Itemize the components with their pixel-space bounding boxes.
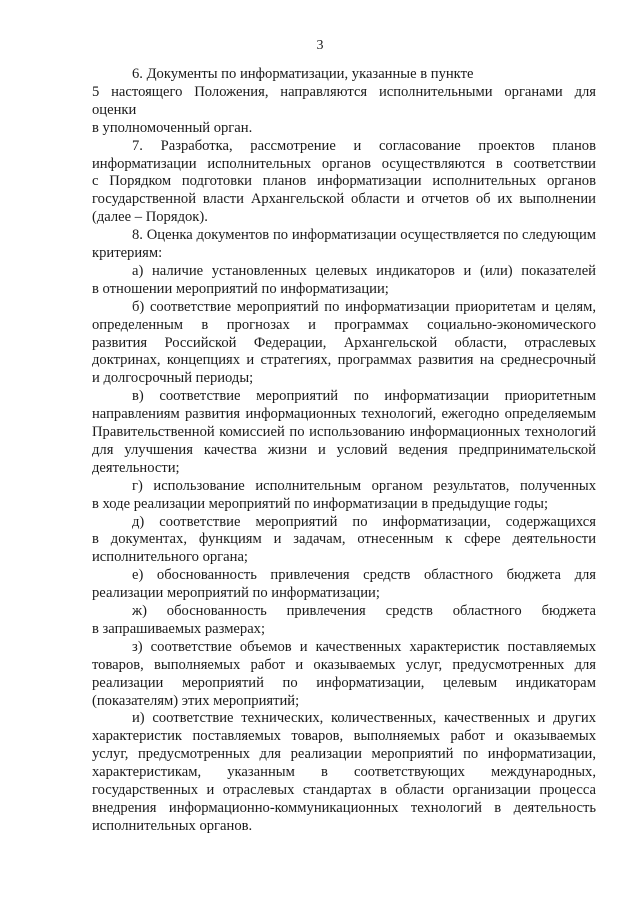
text-line: для улучшения качества жизни и условий ведения предпринимательской — [92, 441, 596, 458]
text-line: 7. Разработка, рассмотрение и согласование проектов планов — [132, 137, 596, 154]
text-line: с Порядком подготовки планов информатизации исполнительных органов — [92, 173, 596, 190]
text-line: оценки — [92, 101, 137, 118]
text-line: ж) обоснованность привлечения средств областного бюджета — [132, 603, 596, 619]
text-line: доктринах, концепциях и стратегиях, программах развития на среднесрочный — [92, 352, 596, 369]
text-line: в запрашиваемых размерах; — [92, 620, 266, 637]
text-line: 8. Оценка документов по информатизации осуществляется по следующим — [132, 227, 596, 244]
text-line: государственной власти Архангельской области и отчетов об их выполнении — [92, 191, 596, 208]
text-line: развития Российской Федерации, Архангельской области, отраслевых — [92, 334, 596, 351]
text-line: государственных и отраслевых стандартах в области организации процесса — [92, 782, 596, 798]
text-line: услуг, предусмотренных для реализации мероприятий по информатизации, — [92, 746, 596, 763]
text-line: з) соответствие объемов и качественных характеристик поставляемых — [132, 638, 596, 655]
text-line: (показателям) этих мероприятий; — [92, 692, 300, 709]
text-line: определенным в прогнозах и программах социально-экономического — [92, 316, 596, 333]
text-line: г) использование исполнительным органом результатов, полученных — [132, 477, 596, 494]
text-line: в отношении мероприятий по информатизации; — [92, 280, 389, 297]
text-line: товаров, выполняемых работ и оказываемых услуг, предусмотренных для — [92, 656, 596, 673]
text-line: в документах, функциям и задачам, отнесенным к сфере деятельности — [92, 531, 596, 548]
text-line: Правительственной комиссией по использованию информационных технологий — [92, 424, 596, 440]
text-line: е) обоснованность привлечения средств областного бюджета для — [132, 567, 596, 584]
text-line: реализации мероприятий по информатизации; — [92, 585, 380, 602]
text-line: а) наличие установленных целевых индикаторов и (или) показателей — [132, 262, 596, 279]
text-line: 5 настоящего Положения, направляются исполнительными органами для — [92, 83, 596, 100]
text-line: реализации мероприятий по информатизации, целевым индикаторам — [92, 674, 596, 691]
text-line: д) соответствие мероприятий по информатизации, содержащихся — [132, 513, 596, 530]
text-line: в) соответствие мероприятий по информатизации приоритетным — [132, 388, 596, 405]
text-line: (далее – Порядок). — [92, 209, 208, 226]
text-line: критериям: — [92, 245, 163, 261]
page-number: 3 — [316, 38, 324, 53]
text-line: и) соответствие технических, количественных, качественных и других — [132, 710, 596, 727]
text-line: характеристикам, указанным в соответствующих международных, — [92, 764, 596, 781]
text-line: направлениям развития информационных технологий, ежегодно определяемым — [92, 406, 596, 423]
text-line: в ходе реализации мероприятий по информатизации в предыдущие годы; — [92, 495, 549, 512]
text-line: в уполномоченный орган. — [92, 119, 253, 136]
text-line: 6. Документы по информатизации, указанные в пункте — [132, 66, 474, 82]
text-line: деятельности; — [92, 459, 180, 476]
text-line: и долгосрочный периоды; — [92, 370, 254, 387]
text-line: информатизации исполнительных органов осуществляются в соответствии — [92, 155, 596, 172]
text-line: характеристик поставляемых товаров, выполняемых работ и оказываемых — [92, 728, 596, 745]
text-line: б) соответствие мероприятий по информатизации приоритетам и целям, — [132, 298, 596, 315]
text-line: исполнительного органа; — [92, 549, 248, 566]
text-line: внедрения информационно-коммуникационных технологий в деятельность — [92, 799, 596, 816]
text-line: исполнительных органов. — [92, 817, 253, 834]
